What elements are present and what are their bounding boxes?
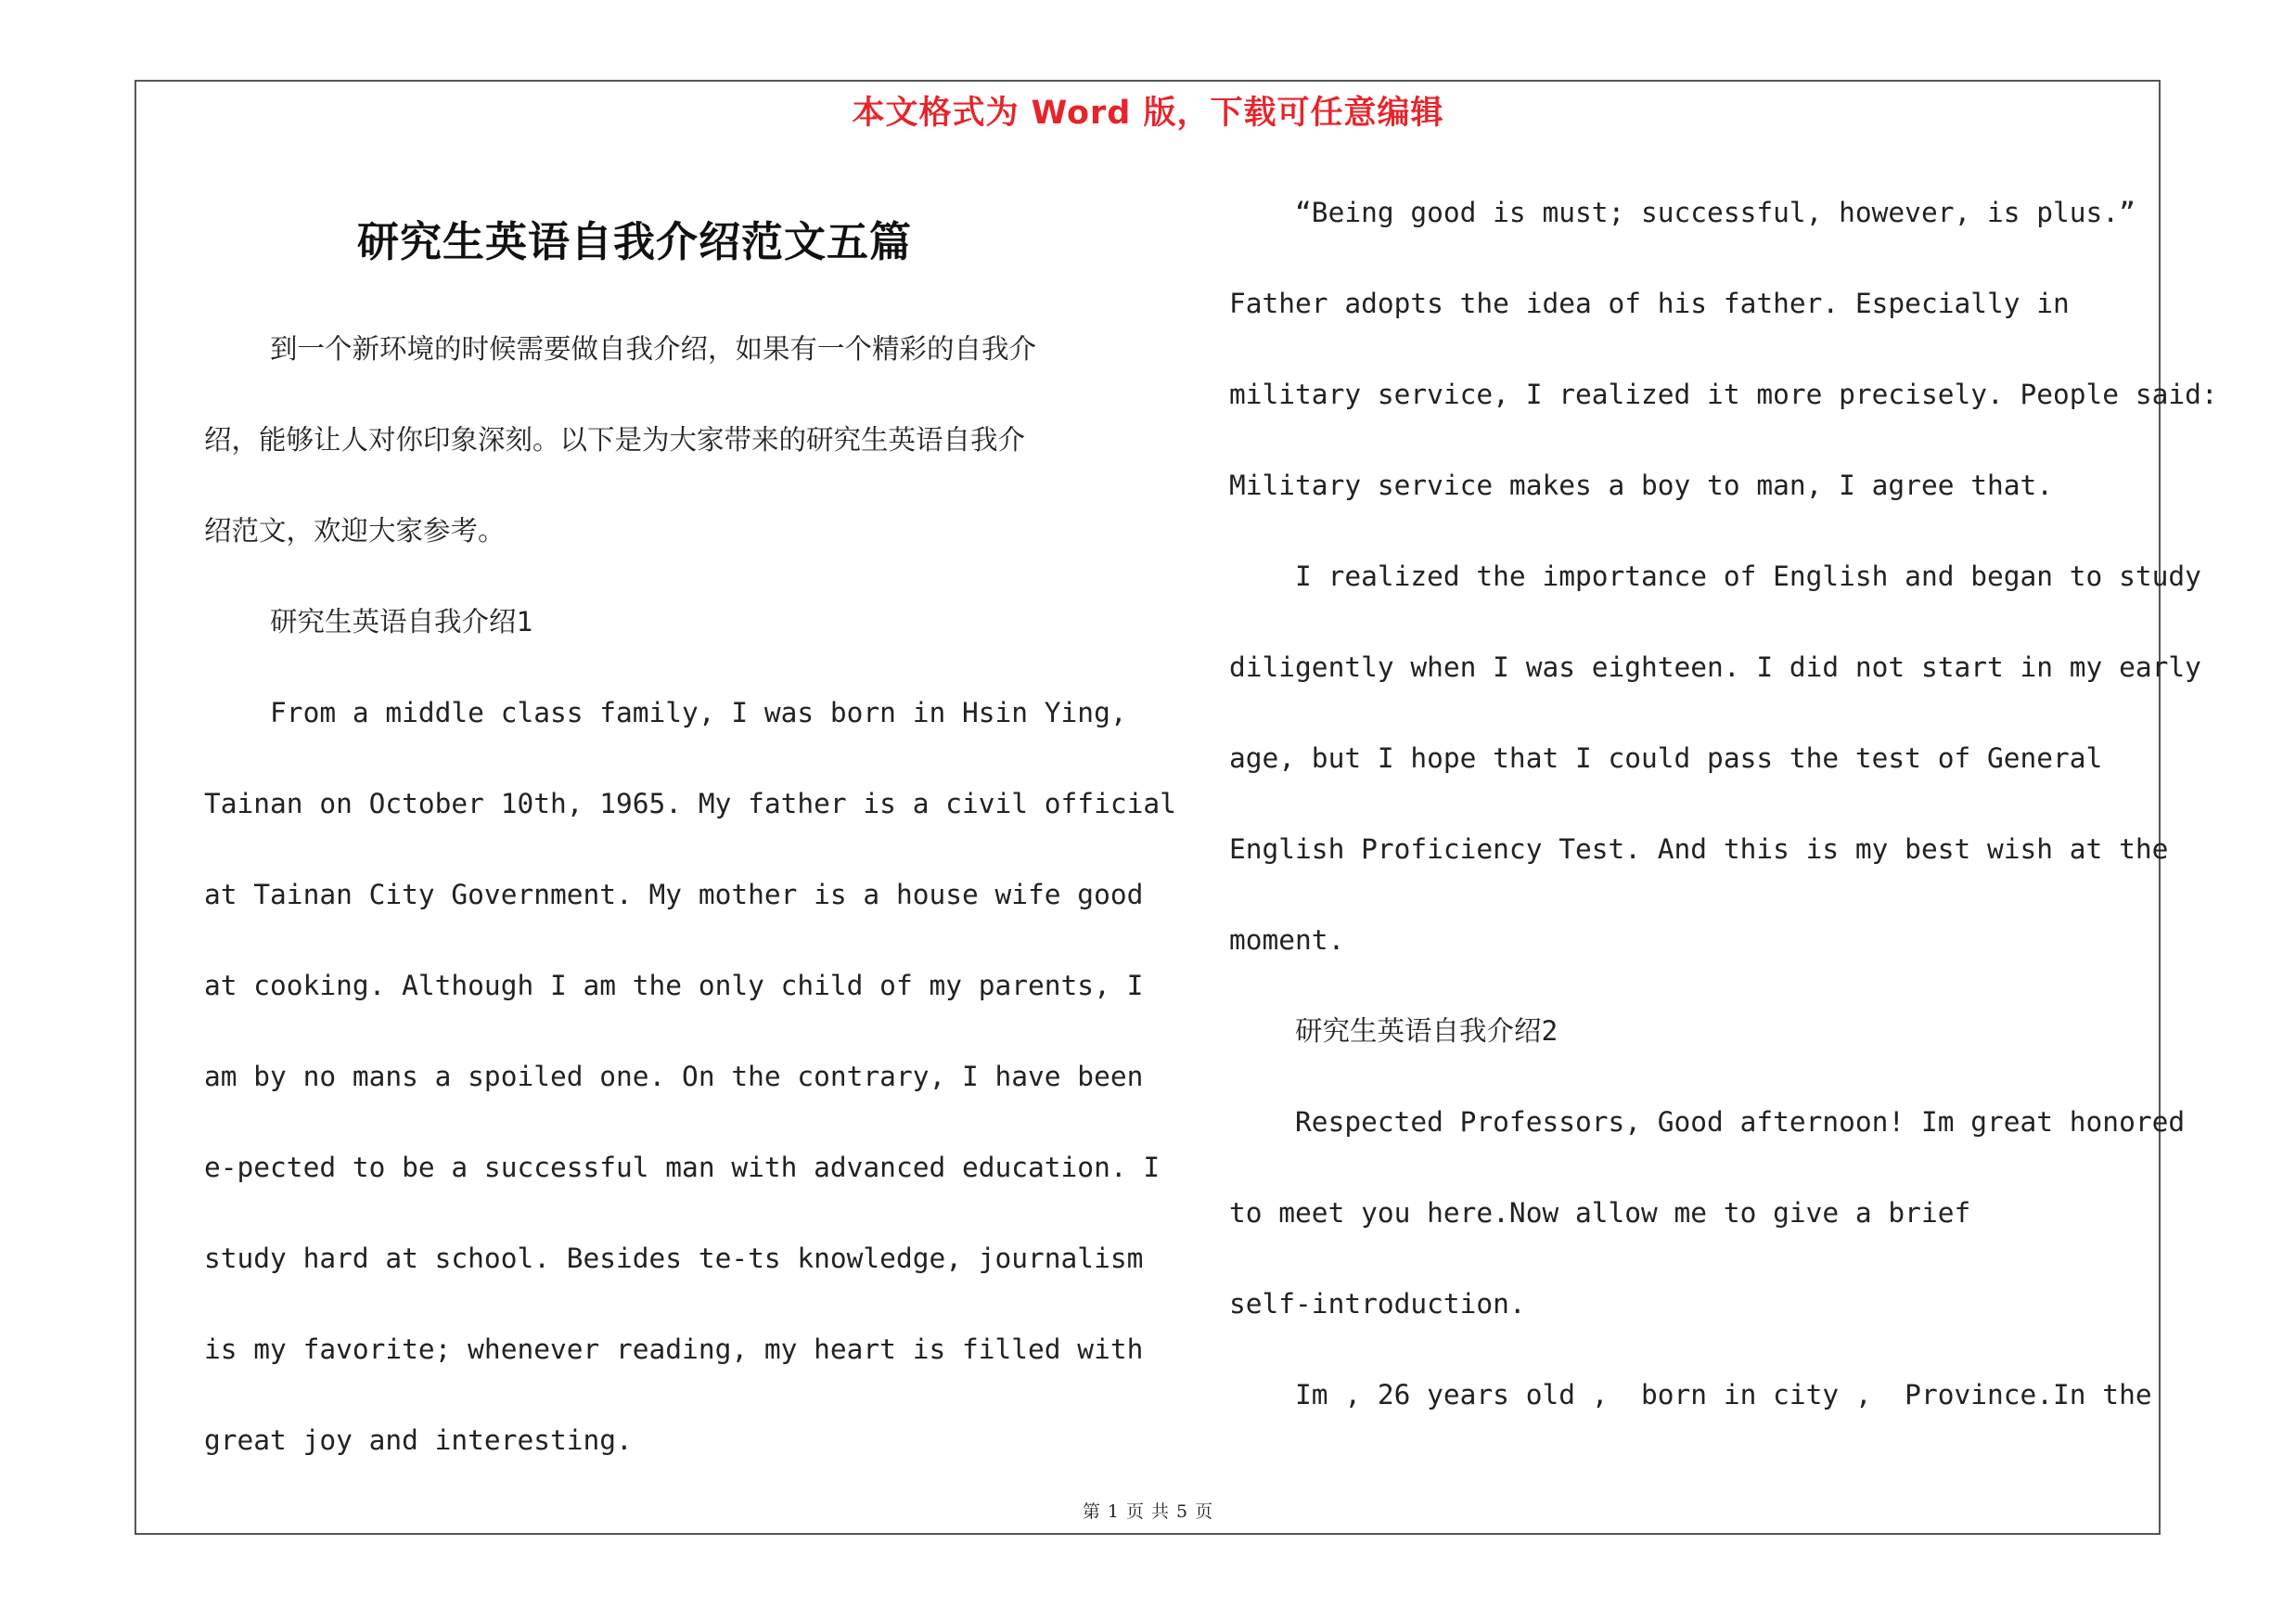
text-line: 绍范文，欢迎大家参考。: [204, 515, 506, 547]
text-line: at Tainan City Government. My mother is a house wife good: [204, 879, 1144, 910]
text-line: Respected Professors, Good afternoon! Im great honored: [1229, 1106, 2186, 1138]
text-line: 到一个新环境的时候需要做自我介绍，如果有一个精彩的自我介: [204, 333, 1037, 365]
text-line: Im , 26 years old , born in city , Province.In the: [1229, 1379, 2152, 1410]
text-line: am by no mans a spoiled one. On the contrary, I have been: [204, 1061, 1144, 1092]
text-line: diligently when I was eighteen. I did not start in my early: [1229, 651, 2201, 683]
text-line: I realized the importance of English and began to study: [1229, 560, 2201, 592]
text-line: is my favorite; whenever reading, my heart is filled with: [204, 1333, 1144, 1365]
text-line: at cooking. Although I am the only child of my parents, I: [204, 970, 1144, 1001]
left-text-column: [204, 303, 1176, 1486]
text-line: Father adopts the idea of his father. Especially in: [1229, 288, 2070, 319]
text-line: self-introduction.: [1229, 1288, 1526, 1320]
section-heading: 研究生英语自我介绍1: [204, 606, 533, 638]
document-title: 研究生英语自我介绍范文五篇: [357, 217, 913, 266]
page-number-footer: 第 1 页 共 5 页: [1082, 1501, 1214, 1522]
text-line: study hard at school. Besides te-ts knowledge, journalism: [204, 1243, 1144, 1274]
text-line: e-pected to be a successful man with advanced education. I: [204, 1152, 1161, 1183]
text-line: English Proficiency Test. And this is my best wish at the: [1229, 833, 2169, 865]
text-line: From a middle class family, I was born in Hsin Ying,: [204, 697, 1127, 728]
right-text-column: [1229, 167, 2218, 1440]
text-line: “Being good is must; successful, however, is plus.”: [1229, 197, 2136, 228]
text-line: to meet you here.Now allow me to give a brief: [1229, 1197, 1971, 1229]
section-heading: 研究生英语自我介绍2: [1229, 1015, 1558, 1047]
text-line: military service, I realized it more precisely. People said:: [1229, 379, 2218, 410]
text-line: age, but I hope that I could pass the test of General: [1229, 742, 2103, 774]
text-line: Tainan on October 10th, 1965. My father is a civil official: [204, 788, 1176, 819]
text-line: great joy and interesting.: [204, 1424, 633, 1456]
text-line: moment.: [1229, 924, 1345, 956]
text-line: Military service makes a boy to man, I agree that.: [1229, 470, 2054, 501]
word-format-banner: 本文格式为 Word 版，下载可任意编辑: [852, 95, 1444, 132]
text-line: 绍，能够让人对你印象深刻。以下是为大家带来的研究生英语自我介: [204, 424, 1026, 456]
